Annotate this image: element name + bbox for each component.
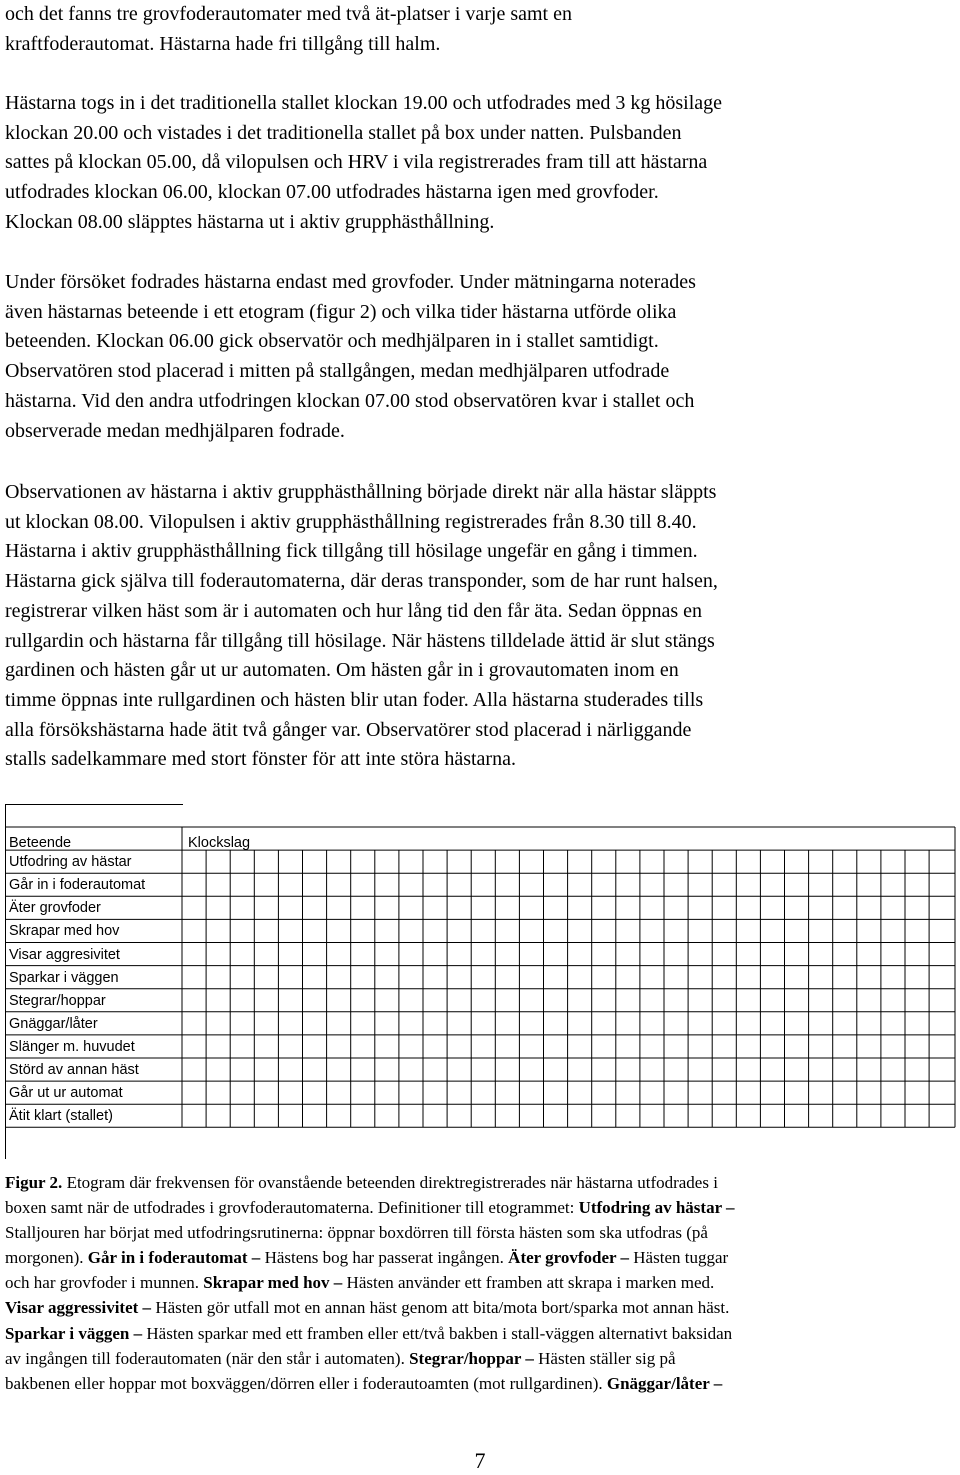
- caption-term: Visar aggressivitet –: [5, 1298, 152, 1318]
- paragraph-3: [5, 268, 955, 446]
- paragraph-line: beteenden. Klockan 06.00 gick observatör och medhjälparen in i stallet samtidigt.: [5, 330, 659, 353]
- caption-text: bakbenen eller hoppar mot boxväggen/dörren eller i foderautoamten (mot rullgardinen).: [5, 1373, 607, 1393]
- paragraph-line: ut klockan 08.00. Vilopulsen i aktiv grupphästhållning registrerades från 8.30 till 8.40.: [5, 510, 697, 533]
- paragraph-line: klockan 20.00 och vistades i det traditionella stallet på box under natten. Pulsbanden: [5, 121, 682, 144]
- caption-line: [5, 1321, 955, 1346]
- paragraph-line: Hästarna i aktiv grupphästhållning fick tillgång till hösilage ungefär en gång i timmen.: [5, 540, 698, 563]
- caption-text: Etogram där frekvensen för ovanstående beteenden direktregistrerades när hästarna utfodrades i: [62, 1173, 718, 1192]
- behavior-label: Störd av annan häst: [9, 1062, 139, 1078]
- caption-line: [5, 1371, 955, 1396]
- caption-line: [5, 1346, 955, 1371]
- caption-term: Figur 2.: [5, 1173, 63, 1192]
- caption-term: Sparkar i väggen –: [5, 1323, 143, 1343]
- paragraph-line: timme öppnas inte rullgardinen och hästen blir utan foder. Alla hästarna studerades tills: [5, 688, 704, 711]
- paragraph-line: kraftfoderautomat. Hästarna hade fri tillgång till halm.: [5, 32, 441, 55]
- header-time: Klockslag: [188, 835, 251, 851]
- caption-text: Hästen använder ett framben att skrapa i marken med.: [342, 1273, 715, 1293]
- paragraph-line: Hästarna togs in i det traditionella stallet klockan 19.00 och utfodrades med 3 kg hösilage: [5, 92, 723, 114]
- paragraph-line: även hästarnas beteende i ett etogram (figur 2) och vilka tider hästarna utförde olika: [5, 300, 677, 323]
- behavior-label: Ätit klart (stallet): [9, 1108, 113, 1125]
- paragraph-line: Under försöket fodrades hästarna endast med grovfoder. Under mätningarna noterades: [5, 271, 696, 293]
- paragraph-line: rullgardin och hästarna får tillgång till hösilage. När hästens tilldelade ättid är slut stängs: [5, 629, 715, 652]
- etogram-table: [5, 804, 956, 1163]
- caption-line: [5, 1220, 955, 1245]
- behavior-label: Skrapar med hov: [9, 923, 120, 940]
- behavior-label: Går in i foderautomat: [9, 877, 146, 894]
- caption-term: Utfodring av hästar –: [578, 1198, 735, 1218]
- caption-text: Stalljouren har börjat med utfodringsrutinerna: öppnar boxdörren till första hästen som ska utfodras (på: [5, 1223, 708, 1243]
- caption-text: boxen samt när de utfodrades i grovfoderautomaterna. Definitioner till etogrammet:: [5, 1198, 579, 1218]
- paragraph-2: [5, 89, 955, 238]
- paragraph-line: Klockan 08.00 släpptes hästarna ut i aktiv grupphästhållning.: [5, 210, 495, 233]
- behavior-label: Stegrar/hoppar: [9, 992, 106, 1009]
- paragraph-line: Hästarna gick själva till foderautomaterna, där deras transponder, som de har runt halsen,: [5, 570, 718, 593]
- behavior-label: Går ut ur automat: [9, 1085, 123, 1102]
- header-behavior: Beteende: [9, 835, 72, 851]
- caption-line: [5, 1170, 955, 1195]
- caption-text: Hästen tuggar: [629, 1248, 729, 1268]
- paragraph-line: hästarna. Vid den andra utfodringen klockan 07.00 stod observatören kvar i stallet och: [5, 389, 695, 412]
- caption-line: [5, 1295, 955, 1320]
- caption-term: Går in i foderautomat –: [87, 1248, 261, 1268]
- caption-line: [5, 1245, 955, 1270]
- behavior-label: Visar aggresivitet: [9, 946, 120, 963]
- paragraph-1: [5, 0, 955, 59]
- caption-term: Äter grovfoder –: [508, 1248, 630, 1268]
- page-number: 7: [474, 1448, 486, 1473]
- paragraph-line: och det fanns tre grovfoderautomater med två ät-platser i varje samt en: [5, 3, 572, 25]
- caption-term: Skrapar med hov –: [203, 1273, 343, 1293]
- caption-text: Hästen gör utfall mot en annan häst genom att bita/mota bort/sparka mot annan häst.: [151, 1298, 730, 1318]
- caption-text: och har grovfoder i munnen.: [5, 1273, 204, 1293]
- behavior-label: Utfodring av hästar: [9, 854, 132, 871]
- paragraph-line: Observatören stod placerad i mitten på stallgången, medan medhjälparen utfodrade: [5, 360, 670, 383]
- caption-line: [5, 1270, 955, 1295]
- caption-text: Hästens bog har passerat ingången.: [260, 1248, 509, 1268]
- paragraph-line: registrerar vilken häst som är i automaten och hur lång tid den får äta. Sedan öppnas en: [5, 599, 702, 622]
- behavior-label: Äter grovfoder: [9, 900, 101, 917]
- behavior-label: Slänger m. huvudet: [9, 1038, 135, 1055]
- caption-line: [5, 1195, 955, 1220]
- paragraph-line: alla försökshästarna hade ätit två gånger var. Observatörer stod placerad i närliggande: [5, 718, 692, 741]
- paragraph-4: [5, 478, 955, 775]
- paragraph-line: stalls sadelkammare med stort fönster för att inte störa hästarna.: [5, 748, 516, 771]
- caption-text: av ingången till foderautomaten (när den står i automaten).: [5, 1348, 410, 1368]
- figure-caption: [5, 1170, 955, 1396]
- behavior-label: Sparkar i väggen: [9, 969, 119, 986]
- caption-term: Gnäggar/låter –: [606, 1373, 723, 1393]
- paragraph-line: gardinen och hästen går ut ur automaten. Om hästen går in i grovautomaten inom en: [5, 659, 679, 682]
- caption-text: morgonen).: [5, 1248, 88, 1268]
- behavior-label: Gnäggar/låter: [9, 1015, 98, 1032]
- paragraph-line: sattes på klockan 05.00, då vilopulsen och HRV i vila registrerades fram till att hästarna: [5, 151, 708, 174]
- caption-text: Hästen sparkar med ett framben eller ett/två bakben i stall-väggen alternativt baksidan: [142, 1323, 733, 1343]
- paragraph-line: utfodrades klockan 06.00, klockan 07.00 utfodrades hästarna igen med grovfoder.: [5, 181, 659, 204]
- etogram-grid: [5, 804, 956, 1163]
- caption-term: Stegrar/hoppar –: [409, 1348, 534, 1368]
- caption-text: Hästen ställer sig på: [533, 1348, 676, 1368]
- paragraph-line: Observationen av hästarna i aktiv grupphästhållning började direkt när alla hästar släppts: [5, 481, 717, 503]
- paragraph-line: observerade medan medhjälparen fodrade.: [5, 419, 345, 442]
